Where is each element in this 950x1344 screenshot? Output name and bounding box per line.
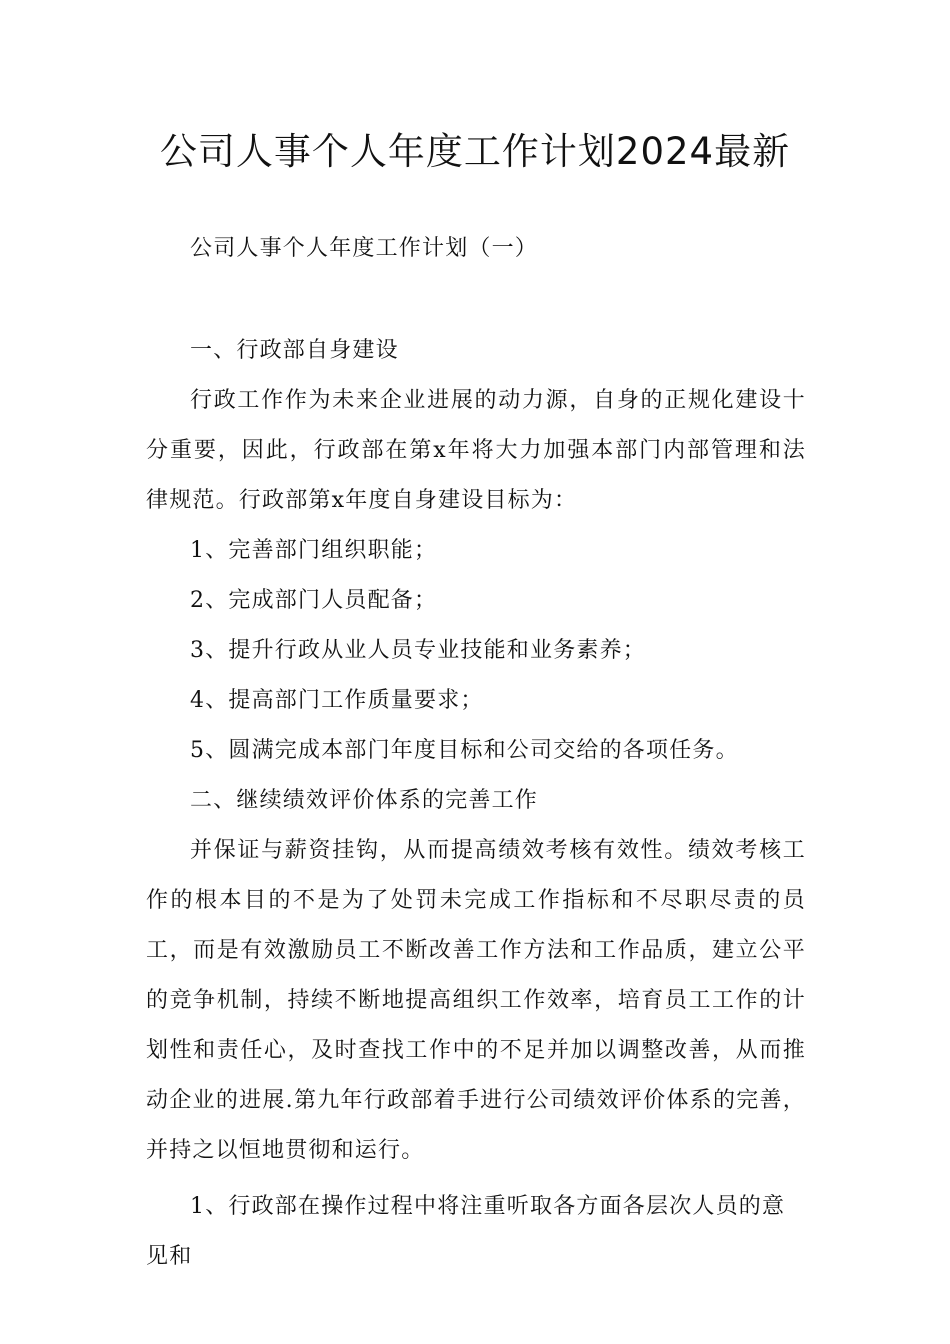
goal-item: 5、圆满完成本部门年度目标和公司交给的各项任务。 (190, 738, 739, 763)
document-subtitle: 公司人事个人年度工作计划（一） (190, 236, 539, 261)
section-2-item-1: 1、行政部在操作过程中将注重听取各方面各层次人员的意见和 (146, 1194, 786, 1269)
section-heading-2: 二、继续绩效评价体系的完善工作 (190, 788, 539, 813)
document-title: 公司人事个人年度工作计划2024最新 (159, 130, 791, 173)
section-paragraph-2: 并保证与薪资挂钩，从而提高绩效考核有效性。绩效考核工作的根本目的不是为了处罚未完成工作指标和不尽职尽责的员工，而是有效激励员工不断改善工作方法和工作品质，建立公平的竞争机制，持续不断地提高组织工作效率，培育员工工作的计划性和责任心，及时查找工作中的不足并加以调整改善，从而推动企业的进展.第九年行政部着手进行公司绩效评价体系的完善，并持之以恒地贯彻和运行。 (146, 838, 806, 1163)
section-heading-1: 一、行政部自身建设 (190, 338, 399, 363)
goal-item: 4、提高部门工作质量要求； (190, 688, 484, 713)
section-paragraph-1: 行政工作作为未来企业进展的动力源，自身的正规化建设十分重要，因此，行政部在第x年将大力加强本部门内部管理和法律规范。行政部第x年度自身建设目标为： (146, 388, 806, 513)
goal-item: 2、完成部门人员配备； (190, 588, 438, 613)
goal-item: 1、完善部门组织职能； (190, 538, 438, 563)
goal-item: 3、提升行政从业人员专业技能和业务素养； (190, 638, 646, 663)
